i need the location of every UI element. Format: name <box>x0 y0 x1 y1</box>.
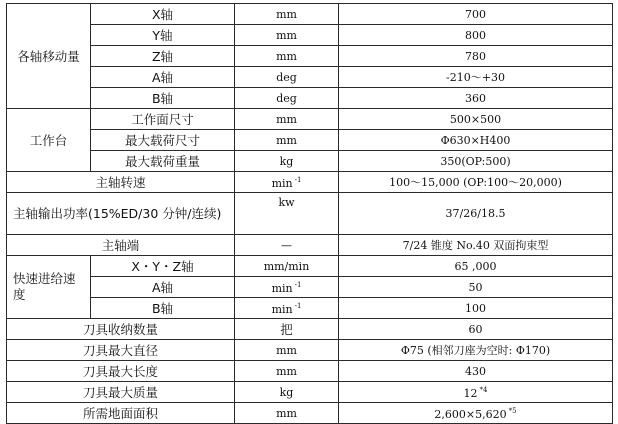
tool-max-diameter-value: Φ75 (相邻刀座为空时: Φ170) <box>339 340 613 361</box>
table-row <box>7 319 613 340</box>
x-axis-value: 700 <box>339 4 613 25</box>
surface-size-name: 工作面尺寸 <box>91 109 235 130</box>
floor-area-unit: mm <box>235 403 339 424</box>
table-row <box>7 340 613 361</box>
spindle-power-unit: kw <box>235 193 339 235</box>
table-row <box>7 151 613 172</box>
table-row <box>7 25 613 46</box>
y-axis-value: 800 <box>339 25 613 46</box>
max-load-size-value: Φ630×H400 <box>339 130 613 151</box>
rapid-b-value: 100 <box>339 298 613 319</box>
table-row <box>7 298 613 319</box>
b-axis-name: B轴 <box>91 88 235 109</box>
floor-area-note: *5 <box>508 407 517 415</box>
spindle-speed-unit-base: min <box>271 177 293 190</box>
y-axis-name: Y轴 <box>91 25 235 46</box>
table-row <box>7 46 613 67</box>
table-row <box>7 403 613 424</box>
rapid-xyz-unit: mm/min <box>235 256 339 277</box>
tool-capacity-value: 60 <box>339 319 613 340</box>
table-row <box>7 67 613 88</box>
rapid-a-value: 50 <box>339 277 613 298</box>
spindle-speed-unit-sup: -1 <box>294 176 302 184</box>
y-axis-unit: mm <box>235 25 339 46</box>
spindle-end-unit: — <box>235 235 339 256</box>
max-load-weight-value: 350(OP:500) <box>339 151 613 172</box>
tool-max-mass-label: 刀具最大质量 <box>7 382 235 403</box>
spindle-power-label: 主轴输出功率(15%ED/30 分钟/连续) <box>7 193 235 235</box>
tool-max-mass-note: *4 <box>479 386 488 394</box>
surface-size-value: 500×500 <box>339 109 613 130</box>
tool-max-mass-value <box>339 382 613 403</box>
z-axis-unit: mm <box>235 46 339 67</box>
tool-max-mass-value-base: 12 <box>463 387 478 400</box>
max-load-size-name: 最大载荷尺寸 <box>91 130 235 151</box>
rapid-a-unit-sup: -1 <box>294 281 302 289</box>
table-row <box>7 235 613 256</box>
b-axis-unit: deg <box>235 88 339 109</box>
spindle-power-value: 37/26/18.5 <box>339 193 613 235</box>
rapid-a-unit <box>235 277 339 298</box>
spindle-speed-unit <box>235 172 339 193</box>
floor-area-value-base: 2,600×5,620 <box>434 408 507 421</box>
z-axis-value: 780 <box>339 46 613 67</box>
spindle-speed-value: 100～15,000 (OP:100～20,000) <box>339 172 613 193</box>
surface-size-unit: mm <box>235 109 339 130</box>
rapid-b-unit <box>235 298 339 319</box>
tool-capacity-unit: 把 <box>235 319 339 340</box>
tool-max-diameter-unit: mm <box>235 340 339 361</box>
spindle-speed-label: 主轴转速 <box>7 172 235 193</box>
a-axis-name: A轴 <box>91 67 235 88</box>
rapid-a-unit-base: min <box>271 282 293 295</box>
table-row <box>7 4 613 25</box>
tool-max-mass-unit: kg <box>235 382 339 403</box>
tool-max-diameter-label: 刀具最大直径 <box>7 340 235 361</box>
table-row <box>7 277 613 298</box>
rapid-xyz-name: X・Y・Z轴 <box>91 256 235 277</box>
tool-max-length-value: 430 <box>339 361 613 382</box>
travel-label: 各轴移动量 <box>7 4 91 109</box>
floor-area-label: 所需地面面积 <box>7 403 235 424</box>
z-axis-name: Z轴 <box>91 46 235 67</box>
table-row <box>7 256 613 277</box>
table-row <box>7 382 613 403</box>
x-axis-unit: mm <box>235 4 339 25</box>
tool-max-length-label: 刀具最大长度 <box>7 361 235 382</box>
a-axis-value: -210～+30 <box>339 67 613 88</box>
worktable-label: 工作台 <box>7 109 91 172</box>
table-row <box>7 361 613 382</box>
rapid-a-name: A轴 <box>91 277 235 298</box>
rapid-b-name: B轴 <box>91 298 235 319</box>
x-axis-name: X轴 <box>91 4 235 25</box>
table-row <box>7 88 613 109</box>
spec-table <box>6 3 613 424</box>
table-row <box>7 109 613 130</box>
spindle-end-value: 7/24 锥度 No.40 双面拘束型 <box>339 235 613 256</box>
tool-capacity-label: 刀具收纳数量 <box>7 319 235 340</box>
max-load-size-unit: mm <box>235 130 339 151</box>
rapid-traverse-label: 快速进给速度 <box>7 256 91 319</box>
table-row <box>7 193 613 235</box>
rapid-b-unit-sup: -1 <box>294 302 302 310</box>
tool-max-length-unit: mm <box>235 361 339 382</box>
table-row <box>7 172 613 193</box>
rapid-b-unit-base: min <box>271 303 293 316</box>
table-row <box>7 130 613 151</box>
rapid-xyz-value: 65 ,000 <box>339 256 613 277</box>
spindle-end-label: 主轴端 <box>7 235 235 256</box>
a-axis-unit: deg <box>235 67 339 88</box>
max-load-weight-name: 最大载荷重量 <box>91 151 235 172</box>
b-axis-value: 360 <box>339 88 613 109</box>
floor-area-value <box>339 403 613 424</box>
max-load-weight-unit: kg <box>235 151 339 172</box>
